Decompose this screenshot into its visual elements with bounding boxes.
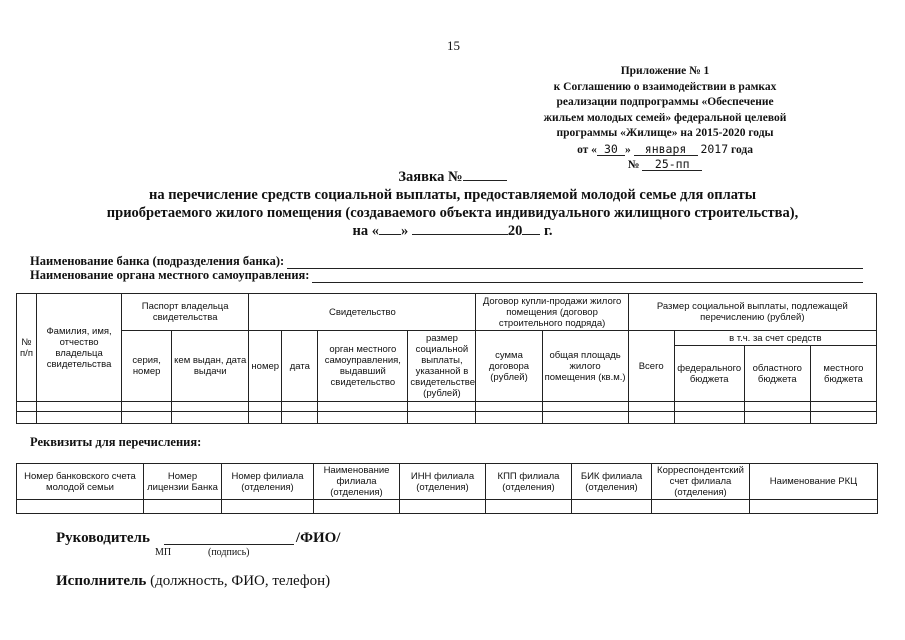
cert-authority-header: орган местного самоуправления, выдавший свидетельство <box>318 331 408 402</box>
payment-including-header: в т.ч. за счет средств <box>674 331 876 346</box>
request-title: Заявка № <box>0 168 905 186</box>
certificate-group-header: Свидетельство <box>249 294 476 331</box>
payment-group-header: Размер социальной выплаты, подлежащей перечислению (рублей) <box>628 294 876 331</box>
authority-name-line <box>312 272 863 283</box>
passport-group-header: Паспорт владельца свидетельства <box>122 294 249 331</box>
authority-name-field: Наименование органа местного самоуправления: <box>30 268 863 283</box>
signature-line <box>164 532 294 545</box>
payment-table <box>16 293 877 424</box>
appendix-block <box>540 64 790 174</box>
request-line-1: на перечисление средств социальной выплаты, предоставляемой молодой семье для оплаты <box>148 187 757 203</box>
req-col-account: Номер банковского счета молодой семьи <box>17 464 144 500</box>
req-col-kpp: КПП филиала (отделения) <box>486 464 572 500</box>
contract-area-header: общая площадь жилого помещения (кв.м.) <box>542 331 628 402</box>
executor-line <box>56 573 330 590</box>
request-line-2: приобретаемого жилого помещения (создаваемого объекта индивидуального жилищного строительства), <box>106 205 799 221</box>
appendix-date-month: января <box>634 143 698 156</box>
req-col-inn: ИНН филиала (отделения) <box>400 464 486 500</box>
page-number: 15 <box>447 38 460 53</box>
passport-series-header: серия, номер <box>122 331 172 402</box>
executor-label: Исполнитель <box>56 573 147 589</box>
req-col-rkc: Наименование РКЦ <box>750 464 878 500</box>
appendix-number-value: 25-пп <box>642 158 702 171</box>
appendix-date-year: 2017 <box>700 141 729 156</box>
payment-regional-header: областного бюджета <box>744 346 810 402</box>
requisites-table <box>16 463 878 514</box>
head-signature <box>56 530 340 547</box>
appendix-line-4: жильем молодых семей» федеральной целевой <box>543 111 787 124</box>
appendix-number: № 25-пп <box>540 158 790 174</box>
col-name-header: Фамилия, имя, отчество владельца свидетельства <box>37 294 122 402</box>
cert-amount-header: размер социальной выплаты, указанной в свидетельстве (рублей) <box>408 331 476 402</box>
bank-name-field: Наименование банка (подразделения банка): <box>30 254 863 269</box>
head-label: Руководитель <box>56 530 150 546</box>
appendix-line-2: к Соглашению о взаимодействии в рамках <box>553 80 777 93</box>
appendix-line-3: реализации подпрограммы «Обеспечение <box>556 96 774 108</box>
req-col-branch-number: Номер филиала (отделения) <box>222 464 314 500</box>
table-row <box>17 500 878 514</box>
executor-details: (должность, ФИО, телефон) <box>150 573 331 589</box>
col-number-header: № п/п <box>17 294 37 402</box>
requisites-label: Реквизиты для перечисления: <box>30 435 202 449</box>
passport-issued-header: кем выдан, дата выдачи <box>172 331 249 402</box>
appendix-date-day: 30 <box>597 143 625 156</box>
cert-date-header: дата <box>282 331 318 402</box>
req-col-bik: БИК филиала (отделения) <box>572 464 652 500</box>
appendix-line-5: программы «Жилище» на 2015-2020 годы <box>556 127 774 139</box>
req-col-license: Номер лицензии Банка <box>144 464 222 500</box>
head-fio: /ФИО/ <box>295 530 341 546</box>
request-number-blank <box>463 168 507 181</box>
payment-total-header: Всего <box>628 331 674 402</box>
contract-sum-header: сумма договора (рублей) <box>476 331 542 402</box>
cert-number-header: номер <box>249 331 282 402</box>
req-col-corr-account: Корреспондентский счет филиала (отделения) <box>652 464 750 500</box>
appendix-date: от « 30 » января 2017 года <box>577 141 753 156</box>
table-row <box>17 412 877 424</box>
payment-federal-header: федерального бюджета <box>674 346 744 402</box>
request-date: на « » 20 г. <box>352 223 553 239</box>
signature-caption: (подпись) <box>208 547 250 558</box>
table-row <box>17 402 877 412</box>
stamp-place: МП <box>155 547 172 558</box>
appendix-line-1: Приложение № 1 <box>620 65 710 77</box>
payment-local-header: местного бюджета <box>810 346 876 402</box>
req-col-branch-name: Наименование филиала (отделения) <box>314 464 400 500</box>
contract-group-header: Договор купли-продажи жилого помещения (договор строительного подряда) <box>476 294 628 331</box>
